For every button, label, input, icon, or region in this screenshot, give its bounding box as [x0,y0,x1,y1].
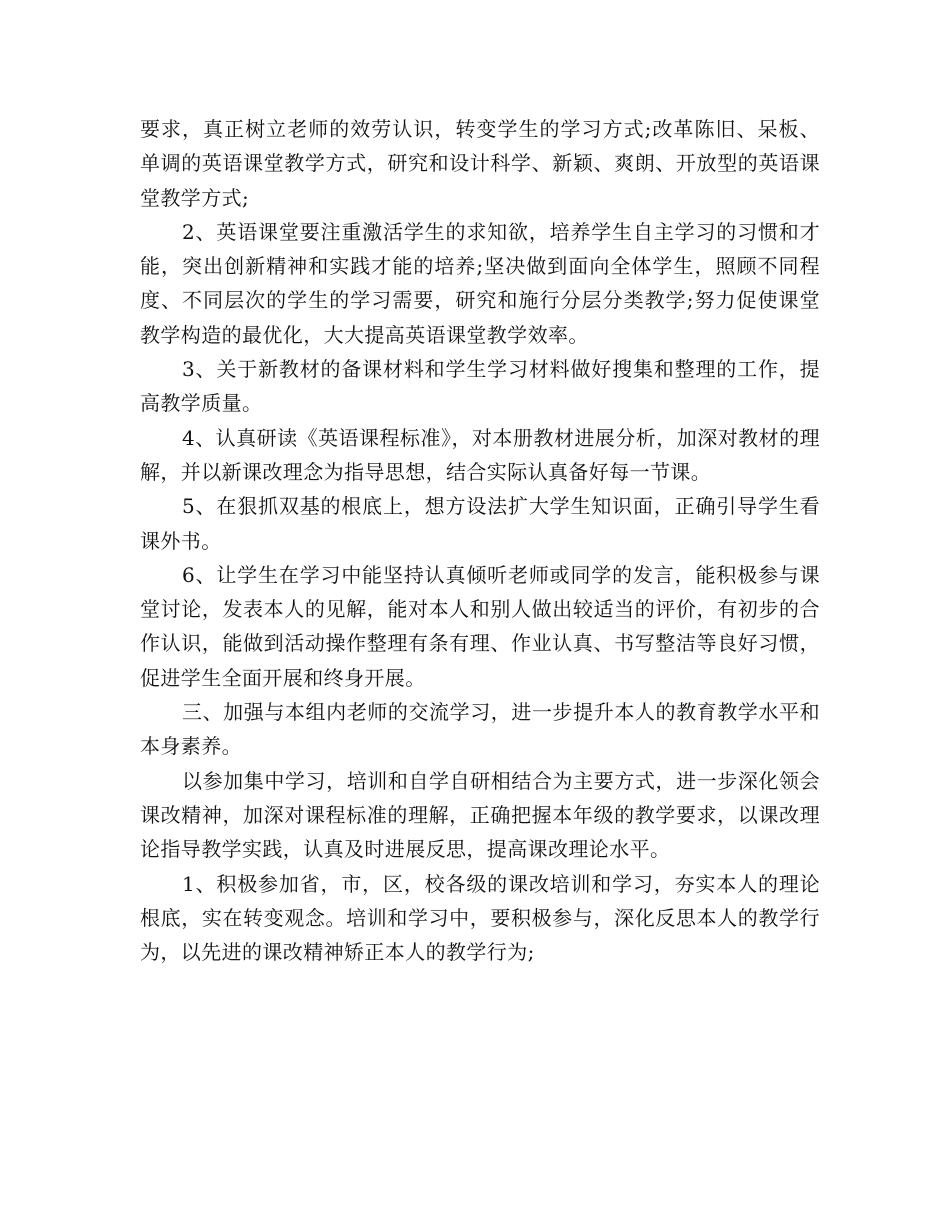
paragraph-item-3: 3、关于新教材的备课材料和学生学习材料做好搜集和整理的工作，提高教学质量。 [140,357,820,416]
paragraph-item-5: 5、在狠抓双基的根底上，想方设法扩大学生知识面，正确引导学生看课外书。 [140,494,820,553]
paragraph-continued-requirements: 要求，真正树立老师的效劳认识，转变学生的学习方式;改革陈旧、呆板、单调的英语课堂教学方式，研究和设计科学、新颖、爽朗、开放型的英语课堂教学方式; [140,117,820,210]
section-heading-three: 三、加强与本组内老师的交流学习，进一步提升本人的教育教学水平和本身素养。 [140,700,820,759]
paragraph-item-4: 4、认真研读《英语课程标准》，对本册教材进展分析，加深对教材的理解，并以新课改理念为指导思想，结合实际认真备好每一节课。 [140,425,820,484]
paragraph-section-three-item-1: 1、积极参加省，市，区，校各级的课改培训和学习，夯实本人的理论根底，实在转变观念。培训和学习中，要积极参与，深化反思本人的教学行为，以先进的课改精神矫正本人的教学行为; [140,871,820,965]
paragraph-section-three-intro: 以参加集中学习，培训和自学自研相结合为主要方式，进一步深化领会课改精神，加深对课程标准的理解，正确把握本年级的教学要求，以课改理论指导教学实践，认真及时进展反思，提高课改理论水平。 [140,768,820,862]
paragraph-item-2: 2、英语课堂要注重激活学生的求知欲，培养学生自主学习的习惯和才能，突出创新精神和实践才能的培养;坚决做到面向全体学生，照顾不同程度、不同层次的学生的学习需要，研究和施行分层分类教学;努力促使课堂教学构造的最优化，大大提高英语课堂教学效率。 [140,219,820,347]
document-body [140,112,820,969]
paragraph-item-6: 6、让学生在学习中能坚持认真倾听老师或同学的发言，能积极参与课堂讨论，发表本人的见解，能对本人和别人做出较适当的评价，有初步的合作认识，能做到活动操作整理有条有理、作业认真、书写整洁等良好习惯，促进学生全面开展和终身开展。 [140,562,820,690]
